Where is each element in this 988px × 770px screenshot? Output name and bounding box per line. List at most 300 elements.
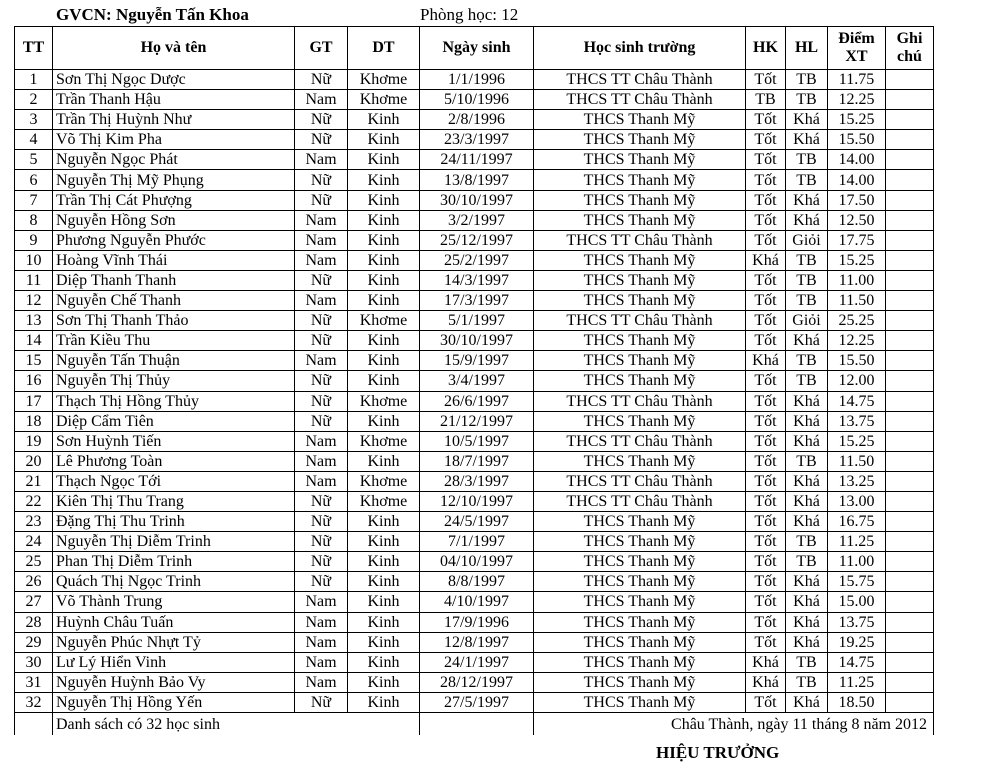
signing-date-line[interactable]: Châu Thành, ngày 11 tháng 8 năm 2012 <box>534 713 934 736</box>
cell-school[interactable]: THCS TT Châu Thành <box>534 471 746 491</box>
student-count-summary[interactable]: Danh sách có 32 học sinh <box>53 713 420 736</box>
cell-tt[interactable]: 15 <box>15 351 53 371</box>
cell-ethnicity[interactable]: Khơme <box>348 471 420 491</box>
cell-conduct[interactable]: Tốt <box>746 451 786 471</box>
cell-birthdate[interactable]: 25/12/1997 <box>420 230 534 250</box>
cell-tt[interactable]: 23 <box>15 512 53 532</box>
cell-name[interactable]: Trần Thanh Hậu <box>53 90 295 110</box>
cell-notes[interactable] <box>886 150 934 170</box>
cell-name[interactable]: Nguyễn Huỳnh Bảo Vy <box>53 672 295 692</box>
cell-name[interactable]: Trần Thị Huỳnh Như <box>53 110 295 130</box>
cell-birthdate[interactable]: 17/3/1997 <box>420 291 534 311</box>
cell-gender[interactable]: Nữ <box>295 491 348 511</box>
cell-score[interactable]: 12.00 <box>828 371 886 391</box>
cell-score[interactable]: 17.50 <box>828 190 886 210</box>
cell-academic[interactable]: TB <box>786 371 828 391</box>
cell-name[interactable]: Đặng Thị Thu Trinh <box>53 512 295 532</box>
cell-name[interactable]: Lư Lý Hiển Vinh <box>53 652 295 672</box>
cell-name[interactable]: Nguyễn Tấn Thuận <box>53 351 295 371</box>
cell-school[interactable]: THCS Thanh Mỹ <box>534 552 746 572</box>
cell-academic[interactable]: Giỏi <box>786 230 828 250</box>
cell-score[interactable]: 12.25 <box>828 90 886 110</box>
cell-ethnicity[interactable]: Kinh <box>348 190 420 210</box>
cell-academic[interactable]: TB <box>786 291 828 311</box>
cell-birthdate[interactable]: 5/1/1997 <box>420 311 534 331</box>
cell-ethnicity[interactable]: Kinh <box>348 672 420 692</box>
cell-gender[interactable]: Nữ <box>295 371 348 391</box>
cell-conduct[interactable]: Tốt <box>746 491 786 511</box>
cell-tt[interactable]: 24 <box>15 532 53 552</box>
cell-notes[interactable] <box>886 491 934 511</box>
cell-gender[interactable]: Nữ <box>295 552 348 572</box>
cell-notes[interactable] <box>886 351 934 371</box>
cell-tt[interactable]: 11 <box>15 270 53 290</box>
cell-school[interactable]: THCS Thanh Mỹ <box>534 692 746 712</box>
cell-school[interactable]: THCS TT Châu Thành <box>534 311 746 331</box>
cell-ethnicity[interactable]: Kinh <box>348 230 420 250</box>
cell-academic[interactable]: Khá <box>786 491 828 511</box>
cell-academic[interactable]: TB <box>786 532 828 552</box>
cell-conduct[interactable]: Tốt <box>746 411 786 431</box>
cell-ethnicity[interactable]: Kinh <box>348 351 420 371</box>
cell-gender[interactable]: Nữ <box>295 170 348 190</box>
cell-score[interactable]: 11.50 <box>828 291 886 311</box>
cell-ethnicity[interactable]: Kinh <box>348 451 420 471</box>
cell-conduct[interactable]: Tốt <box>746 110 786 130</box>
cell-conduct[interactable]: Tốt <box>746 291 786 311</box>
cell-tt[interactable]: 28 <box>15 612 53 632</box>
cell-birthdate[interactable]: 25/2/1997 <box>420 250 534 270</box>
cell-score[interactable]: 11.00 <box>828 270 886 290</box>
cell-tt[interactable]: 13 <box>15 311 53 331</box>
cell-name[interactable]: Nguyễn Thị Hồng Yến <box>53 692 295 712</box>
cell-notes[interactable] <box>886 592 934 612</box>
cell-conduct[interactable]: Tốt <box>746 592 786 612</box>
cell-ethnicity[interactable]: Kinh <box>348 331 420 351</box>
cell-conduct[interactable]: Tốt <box>746 150 786 170</box>
cell-notes[interactable] <box>886 311 934 331</box>
cell-school[interactable]: THCS Thanh Mỹ <box>534 351 746 371</box>
cell-conduct[interactable]: Tốt <box>746 471 786 491</box>
cell-notes[interactable] <box>886 652 934 672</box>
cell-ethnicity[interactable]: Kinh <box>348 612 420 632</box>
cell-notes[interactable] <box>886 612 934 632</box>
cell-birthdate[interactable]: 30/10/1997 <box>420 190 534 210</box>
cell-tt[interactable]: 18 <box>15 411 53 431</box>
cell-tt[interactable]: 4 <box>15 130 53 150</box>
cell-birthdate[interactable]: 4/10/1997 <box>420 592 534 612</box>
cell-name[interactable]: Nguyễn Chế Thanh <box>53 291 295 311</box>
cell-tt[interactable]: 17 <box>15 391 53 411</box>
cell-gender[interactable]: Nữ <box>295 692 348 712</box>
cell-score[interactable]: 13.75 <box>828 411 886 431</box>
cell-score[interactable]: 15.25 <box>828 250 886 270</box>
cell-school[interactable]: THCS Thanh Mỹ <box>534 532 746 552</box>
cell-birthdate[interactable]: 24/11/1997 <box>420 150 534 170</box>
cell-gender[interactable]: Nam <box>295 612 348 632</box>
cell-name[interactable]: Sơn Huỳnh Tiến <box>53 431 295 451</box>
cell-birthdate[interactable]: 13/8/1997 <box>420 170 534 190</box>
cell-academic[interactable]: Khá <box>786 190 828 210</box>
cell-gender[interactable]: Nữ <box>295 512 348 532</box>
cell-score[interactable]: 15.75 <box>828 572 886 592</box>
cell-birthdate[interactable]: 23/3/1997 <box>420 130 534 150</box>
cell-tt[interactable]: 7 <box>15 190 53 210</box>
cell-school[interactable]: THCS Thanh Mỹ <box>534 331 746 351</box>
cell-name[interactable]: Diệp Thanh Thanh <box>53 270 295 290</box>
cell-gender[interactable]: Nữ <box>295 70 348 90</box>
cell-name[interactable]: Phan Thị Diễm Trinh <box>53 552 295 572</box>
cell-notes[interactable] <box>886 451 934 471</box>
cell-ethnicity[interactable]: Kinh <box>348 270 420 290</box>
cell-academic[interactable]: Khá <box>786 411 828 431</box>
cell-ethnicity[interactable]: Khơme <box>348 90 420 110</box>
cell-name[interactable]: Trần Kiều Thu <box>53 331 295 351</box>
cell-tt[interactable]: 22 <box>15 491 53 511</box>
cell-conduct[interactable]: Tốt <box>746 190 786 210</box>
cell-school[interactable]: THCS Thanh Mỹ <box>534 612 746 632</box>
cell-tt[interactable]: 16 <box>15 371 53 391</box>
cell-ethnicity[interactable]: Kinh <box>348 130 420 150</box>
cell-name[interactable]: Trần Thị Cát Phượng <box>53 190 295 210</box>
cell-tt[interactable]: 3 <box>15 110 53 130</box>
cell-school[interactable]: THCS Thanh Mỹ <box>534 672 746 692</box>
cell-gender[interactable]: Nữ <box>295 532 348 552</box>
cell-ethnicity[interactable]: Khơme <box>348 431 420 451</box>
cell-gender[interactable]: Nữ <box>295 572 348 592</box>
cell-notes[interactable] <box>886 632 934 652</box>
cell-school[interactable]: THCS Thanh Mỹ <box>534 451 746 471</box>
cell-academic[interactable]: TB <box>786 270 828 290</box>
cell-birthdate[interactable]: 18/7/1997 <box>420 451 534 471</box>
cell-birthdate[interactable]: 10/5/1997 <box>420 431 534 451</box>
cell-tt[interactable]: 29 <box>15 632 53 652</box>
cell-birthdate[interactable]: 12/8/1997 <box>420 632 534 652</box>
cell-school[interactable]: THCS Thanh Mỹ <box>534 210 746 230</box>
cell-conduct[interactable]: Tốt <box>746 431 786 451</box>
cell-score[interactable]: 14.00 <box>828 150 886 170</box>
cell-conduct[interactable]: Tốt <box>746 270 786 290</box>
cell-academic[interactable]: TB <box>786 552 828 572</box>
cell-school[interactable]: THCS TT Châu Thành <box>534 391 746 411</box>
cell-ethnicity[interactable]: Kinh <box>348 110 420 130</box>
cell-birthdate[interactable]: 5/10/1996 <box>420 90 534 110</box>
cell-ethnicity[interactable]: Khơme <box>348 391 420 411</box>
cell-birthdate[interactable]: 14/3/1997 <box>420 270 534 290</box>
cell-notes[interactable] <box>886 170 934 190</box>
cell-ethnicity[interactable]: Kinh <box>348 692 420 712</box>
cell-ethnicity[interactable]: Kinh <box>348 250 420 270</box>
cell-birthdate[interactable]: 3/2/1997 <box>420 210 534 230</box>
cell-school[interactable]: THCS Thanh Mỹ <box>534 110 746 130</box>
cell-birthdate[interactable]: 24/5/1997 <box>420 512 534 532</box>
cell-name[interactable]: Phương Nguyễn Phước <box>53 230 295 250</box>
cell-notes[interactable] <box>886 672 934 692</box>
cell-gender[interactable]: Nam <box>295 672 348 692</box>
cell-gender[interactable]: Nữ <box>295 391 348 411</box>
footer-cell[interactable] <box>15 713 53 736</box>
footer-cell[interactable] <box>420 713 534 736</box>
cell-gender[interactable]: Nữ <box>295 411 348 431</box>
cell-notes[interactable] <box>886 130 934 150</box>
cell-notes[interactable] <box>886 230 934 250</box>
cell-conduct[interactable]: Tốt <box>746 512 786 532</box>
cell-score[interactable]: 11.25 <box>828 672 886 692</box>
cell-tt[interactable]: 26 <box>15 572 53 592</box>
cell-birthdate[interactable]: 04/10/1997 <box>420 552 534 572</box>
cell-name[interactable]: Kiên Thị Thu Trang <box>53 491 295 511</box>
cell-gender[interactable]: Nam <box>295 471 348 491</box>
column-header-notes[interactable]: Ghi chú <box>886 27 934 70</box>
cell-tt[interactable]: 32 <box>15 692 53 712</box>
cell-conduct[interactable]: Tốt <box>746 331 786 351</box>
cell-conduct[interactable]: TB <box>746 90 786 110</box>
cell-conduct[interactable]: Tốt <box>746 692 786 712</box>
cell-gender[interactable]: Nam <box>295 451 348 471</box>
cell-name[interactable]: Nguyễn Ngọc Phát <box>53 150 295 170</box>
cell-tt[interactable]: 21 <box>15 471 53 491</box>
cell-name[interactable]: Thạch Ngọc Tới <box>53 471 295 491</box>
cell-score[interactable]: 25.25 <box>828 311 886 331</box>
cell-ethnicity[interactable]: Kinh <box>348 592 420 612</box>
cell-conduct[interactable]: Tốt <box>746 70 786 90</box>
cell-score[interactable]: 11.75 <box>828 70 886 90</box>
cell-score[interactable]: 13.75 <box>828 612 886 632</box>
cell-gender[interactable]: Nam <box>295 210 348 230</box>
cell-academic[interactable]: Khá <box>786 471 828 491</box>
cell-gender[interactable]: Nữ <box>295 331 348 351</box>
cell-school[interactable]: THCS Thanh Mỹ <box>534 150 746 170</box>
column-header-tt[interactable]: TT <box>15 27 53 70</box>
cell-conduct[interactable]: Tốt <box>746 230 786 250</box>
cell-notes[interactable] <box>886 411 934 431</box>
cell-conduct[interactable]: Tốt <box>746 130 786 150</box>
cell-academic[interactable]: Khá <box>786 692 828 712</box>
cell-conduct[interactable]: Tốt <box>746 612 786 632</box>
cell-academic[interactable]: Khá <box>786 110 828 130</box>
cell-school[interactable]: THCS Thanh Mỹ <box>534 190 746 210</box>
cell-conduct[interactable]: Khá <box>746 351 786 371</box>
cell-birthdate[interactable]: 12/10/1997 <box>420 491 534 511</box>
cell-gender[interactable]: Nam <box>295 250 348 270</box>
cell-birthdate[interactable]: 26/6/1997 <box>420 391 534 411</box>
cell-tt[interactable]: 9 <box>15 230 53 250</box>
cell-school[interactable]: THCS Thanh Mỹ <box>534 270 746 290</box>
cell-ethnicity[interactable]: Kinh <box>348 532 420 552</box>
cell-score[interactable]: 16.75 <box>828 512 886 532</box>
cell-score[interactable]: 13.00 <box>828 491 886 511</box>
cell-academic[interactable]: Khá <box>786 130 828 150</box>
cell-score[interactable]: 15.50 <box>828 351 886 371</box>
cell-notes[interactable] <box>886 190 934 210</box>
cell-notes[interactable] <box>886 110 934 130</box>
cell-academic[interactable]: Khá <box>786 431 828 451</box>
cell-academic[interactable]: Khá <box>786 391 828 411</box>
cell-birthdate[interactable]: 2/8/1996 <box>420 110 534 130</box>
cell-gender[interactable]: Nam <box>295 592 348 612</box>
cell-birthdate[interactable]: 28/12/1997 <box>420 672 534 692</box>
cell-notes[interactable] <box>886 250 934 270</box>
cell-notes[interactable] <box>886 431 934 451</box>
cell-academic[interactable]: TB <box>786 70 828 90</box>
cell-name[interactable]: Võ Thành Trung <box>53 592 295 612</box>
cell-score[interactable]: 15.50 <box>828 130 886 150</box>
column-header-school[interactable]: Học sinh trường <box>534 27 746 70</box>
cell-conduct[interactable]: Tốt <box>746 170 786 190</box>
cell-academic[interactable]: TB <box>786 90 828 110</box>
cell-ethnicity[interactable]: Kinh <box>348 411 420 431</box>
cell-tt[interactable]: 8 <box>15 210 53 230</box>
cell-birthdate[interactable]: 24/1/1997 <box>420 652 534 672</box>
cell-tt[interactable]: 12 <box>15 291 53 311</box>
cell-score[interactable]: 15.00 <box>828 592 886 612</box>
cell-tt[interactable]: 2 <box>15 90 53 110</box>
cell-academic[interactable]: Khá <box>786 512 828 532</box>
cell-school[interactable]: THCS TT Châu Thành <box>534 90 746 110</box>
cell-birthdate[interactable]: 21/12/1997 <box>420 411 534 431</box>
cell-score[interactable]: 12.25 <box>828 331 886 351</box>
cell-name[interactable]: Võ Thị Kim Pha <box>53 130 295 150</box>
cell-school[interactable]: THCS Thanh Mỹ <box>534 632 746 652</box>
cell-tt[interactable]: 31 <box>15 672 53 692</box>
cell-name[interactable]: Nguyễn Thị Thủy <box>53 371 295 391</box>
cell-score[interactable]: 12.50 <box>828 210 886 230</box>
cell-school[interactable]: THCS Thanh Mỹ <box>534 250 746 270</box>
column-header-name[interactable]: Họ và tên <box>53 27 295 70</box>
cell-score[interactable]: 11.50 <box>828 451 886 471</box>
cell-birthdate[interactable]: 30/10/1997 <box>420 331 534 351</box>
cell-birthdate[interactable]: 27/5/1997 <box>420 692 534 712</box>
cell-academic[interactable]: Khá <box>786 572 828 592</box>
cell-score[interactable]: 13.25 <box>828 471 886 491</box>
cell-name[interactable]: Sơn Thị Thanh Thảo <box>53 311 295 331</box>
cell-notes[interactable] <box>886 90 934 110</box>
cell-conduct[interactable]: Tốt <box>746 311 786 331</box>
column-header-ethnicity[interactable]: DT <box>348 27 420 70</box>
cell-ethnicity[interactable]: Kinh <box>348 552 420 572</box>
cell-ethnicity[interactable]: Kinh <box>348 210 420 230</box>
cell-academic[interactable]: TB <box>786 652 828 672</box>
cell-score[interactable]: 14.75 <box>828 652 886 672</box>
cell-notes[interactable] <box>886 210 934 230</box>
cell-academic[interactable]: Khá <box>786 331 828 351</box>
cell-gender[interactable]: Nam <box>295 431 348 451</box>
classroom-number[interactable]: Phòng học: 12 <box>420 5 519 24</box>
cell-name[interactable]: Nguyễn Phúc Nhựt Tỷ <box>53 632 295 652</box>
cell-school[interactable]: THCS TT Châu Thành <box>534 70 746 90</box>
cell-gender[interactable]: Nữ <box>295 190 348 210</box>
cell-score[interactable]: 14.75 <box>828 391 886 411</box>
cell-academic[interactable]: TB <box>786 150 828 170</box>
cell-name[interactable]: Diệp Cẩm Tiên <box>53 411 295 431</box>
cell-academic[interactable]: TB <box>786 170 828 190</box>
cell-conduct[interactable]: Tốt <box>746 210 786 230</box>
cell-conduct[interactable]: Tốt <box>746 572 786 592</box>
cell-tt[interactable]: 14 <box>15 331 53 351</box>
cell-score[interactable]: 15.25 <box>828 110 886 130</box>
cell-score[interactable]: 11.00 <box>828 552 886 572</box>
cell-school[interactable]: THCS Thanh Mỹ <box>534 572 746 592</box>
cell-birthdate[interactable]: 3/4/1997 <box>420 371 534 391</box>
cell-ethnicity[interactable]: Kinh <box>348 652 420 672</box>
cell-tt[interactable]: 5 <box>15 150 53 170</box>
cell-conduct[interactable]: Khá <box>746 250 786 270</box>
cell-school[interactable]: THCS Thanh Mỹ <box>534 371 746 391</box>
cell-notes[interactable] <box>886 70 934 90</box>
cell-academic[interactable]: TB <box>786 250 828 270</box>
cell-academic[interactable]: Giỏi <box>786 311 828 331</box>
cell-school[interactable]: THCS Thanh Mỹ <box>534 411 746 431</box>
column-header-birthdate[interactable]: Ngày sinh <box>420 27 534 70</box>
cell-birthdate[interactable]: 7/1/1997 <box>420 532 534 552</box>
cell-conduct[interactable]: Tốt <box>746 371 786 391</box>
cell-score[interactable]: 18.50 <box>828 692 886 712</box>
cell-birthdate[interactable]: 1/1/1996 <box>420 70 534 90</box>
cell-birthdate[interactable]: 15/9/1997 <box>420 351 534 371</box>
cell-tt[interactable]: 20 <box>15 451 53 471</box>
cell-tt[interactable]: 1 <box>15 70 53 90</box>
cell-name[interactable]: Huỳnh Châu Tuấn <box>53 612 295 632</box>
cell-notes[interactable] <box>886 391 934 411</box>
cell-notes[interactable] <box>886 512 934 532</box>
cell-name[interactable]: Nguyễn Thị Diễm Trinh <box>53 532 295 552</box>
cell-school[interactable]: THCS Thanh Mỹ <box>534 512 746 532</box>
cell-gender[interactable]: Nam <box>295 90 348 110</box>
cell-notes[interactable] <box>886 291 934 311</box>
cell-ethnicity[interactable]: Khơme <box>348 311 420 331</box>
cell-notes[interactable] <box>886 270 934 290</box>
cell-school[interactable]: THCS Thanh Mỹ <box>534 592 746 612</box>
cell-name[interactable]: Lê Phương Toàn <box>53 451 295 471</box>
cell-conduct[interactable]: Tốt <box>746 532 786 552</box>
cell-school[interactable]: THCS Thanh Mỹ <box>534 652 746 672</box>
cell-score[interactable]: 19.25 <box>828 632 886 652</box>
cell-school[interactable]: THCS TT Châu Thành <box>534 431 746 451</box>
principal-signature-title[interactable]: HIỆU TRƯỞNG <box>656 743 780 762</box>
cell-score[interactable]: 17.75 <box>828 230 886 250</box>
cell-notes[interactable] <box>886 552 934 572</box>
cell-tt[interactable]: 30 <box>15 652 53 672</box>
cell-conduct[interactable]: Tốt <box>746 391 786 411</box>
column-header-academic[interactable]: HL <box>786 27 828 70</box>
cell-academic[interactable]: TB <box>786 451 828 471</box>
cell-birthdate[interactable]: 8/8/1997 <box>420 572 534 592</box>
cell-gender[interactable]: Nam <box>295 351 348 371</box>
cell-notes[interactable] <box>886 532 934 552</box>
cell-birthdate[interactable]: 28/3/1997 <box>420 471 534 491</box>
cell-notes[interactable] <box>886 371 934 391</box>
cell-conduct[interactable]: Khá <box>746 652 786 672</box>
cell-tt[interactable]: 6 <box>15 170 53 190</box>
cell-gender[interactable]: Nam <box>295 150 348 170</box>
cell-conduct[interactable]: Tốt <box>746 632 786 652</box>
cell-gender[interactable]: Nữ <box>295 270 348 290</box>
cell-ethnicity[interactable]: Khơme <box>348 70 420 90</box>
cell-academic[interactable]: TB <box>786 672 828 692</box>
cell-school[interactable]: THCS TT Châu Thành <box>534 491 746 511</box>
cell-name[interactable]: Hoàng Vĩnh Thái <box>53 250 295 270</box>
homeroom-teacher[interactable]: GVCN: Nguyễn Tấn Khoa <box>56 5 249 24</box>
cell-gender[interactable]: Nữ <box>295 311 348 331</box>
cell-birthdate[interactable]: 17/9/1996 <box>420 612 534 632</box>
cell-tt[interactable]: 27 <box>15 592 53 612</box>
cell-gender[interactable]: Nữ <box>295 130 348 150</box>
cell-score[interactable]: 14.00 <box>828 170 886 190</box>
cell-ethnicity[interactable]: Kinh <box>348 572 420 592</box>
cell-school[interactable]: THCS Thanh Mỹ <box>534 130 746 150</box>
cell-ethnicity[interactable]: Kinh <box>348 632 420 652</box>
cell-tt[interactable]: 25 <box>15 552 53 572</box>
